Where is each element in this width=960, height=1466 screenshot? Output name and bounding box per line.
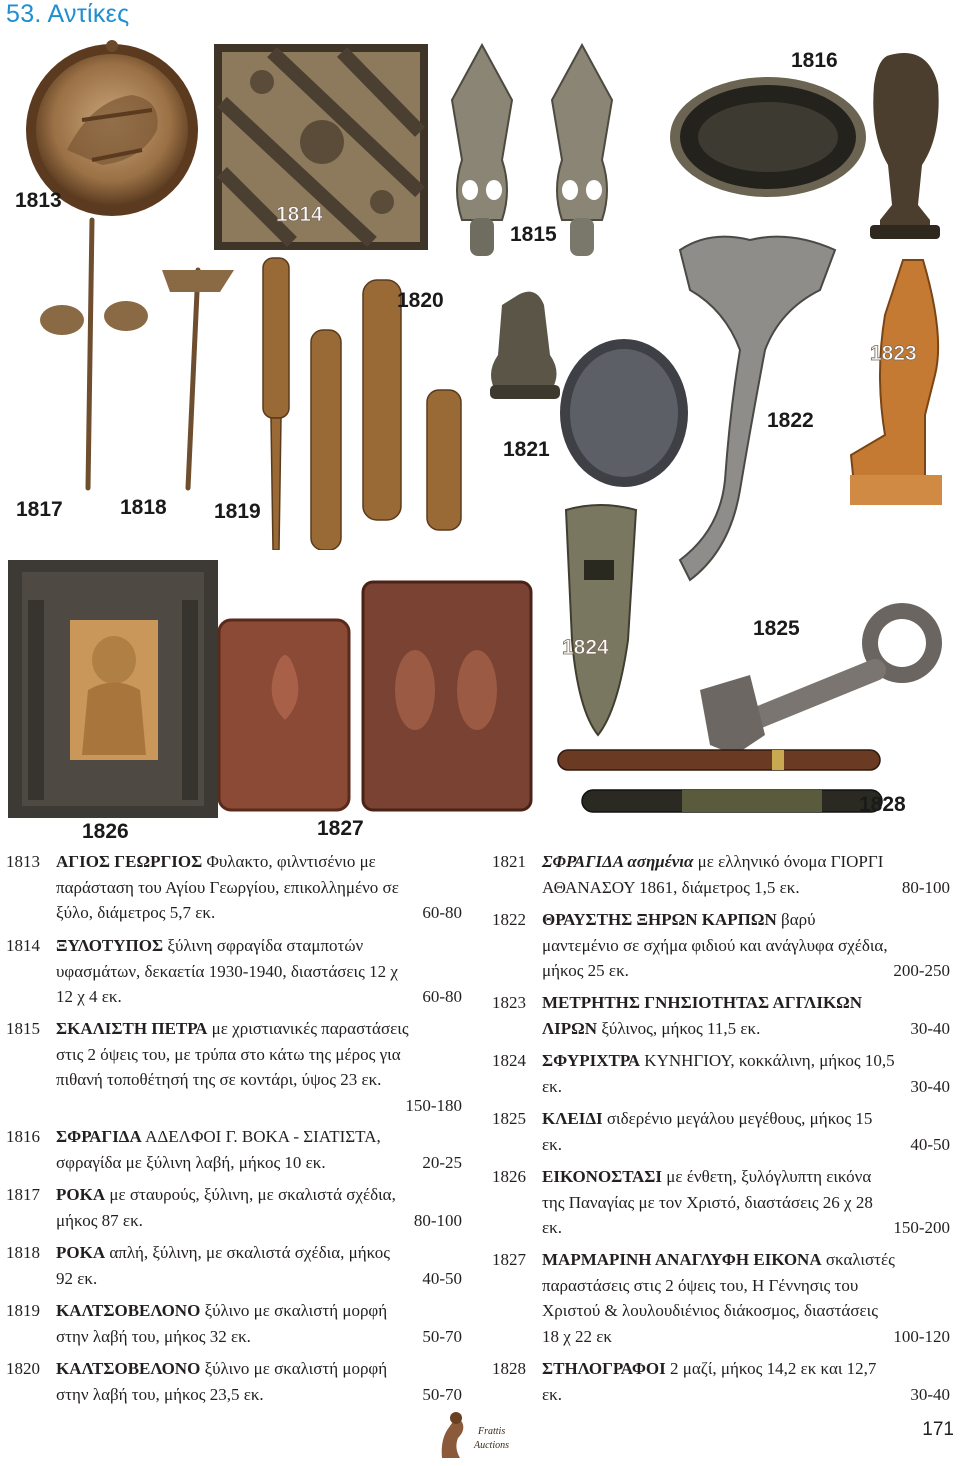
lot-price: 60-80 <box>422 903 462 922</box>
lot-number: 1820 <box>6 1359 40 1378</box>
lot-description: πιθανή τοποθέτησή της σε κοντάρι, ύψος 23 εκ. <box>56 1070 382 1089</box>
lot-name: ΣΦΡΑΓΙΔΑ ασημένια <box>542 852 694 871</box>
fountain-pens-image <box>552 742 892 822</box>
logo-line-2: Auctions <box>474 1440 509 1451</box>
lot-description: ξύλινο με σκαλιστή μορφή <box>204 1301 388 1320</box>
lot-description: ΑΘΑΝΑΣΟΥ 1861, διάμετρος 1,5 εκ. <box>542 877 800 897</box>
lot-name: ΕΙΚΟΝΟΣΤΑΣΙ <box>542 1167 662 1186</box>
auction-logo <box>436 1408 528 1464</box>
lot-description: στις 2 όψεις του, με τρύπα στο κάτω της μέρος για <box>56 1044 401 1064</box>
photo-label-1823: 1823 <box>870 342 917 365</box>
lot-number: 1827 <box>492 1250 526 1269</box>
lot-price: 30-40 <box>910 1018 950 1038</box>
lot-name: ΣΦΥΡΙΧΤΡΑ <box>542 1051 641 1070</box>
lot-name: ΑΓΙΟΣ ΓΕΩΡΓΙΟΣ <box>56 852 203 871</box>
lot-name: ΘΡΑΥΣΤΗΣ ΞΗΡΩΝ ΚΑΡΠΩΝ <box>542 910 777 929</box>
lot-price: 150-180 <box>405 1095 462 1115</box>
lot-number: 1813 <box>6 852 40 871</box>
lot-description: 12 χ 4 εκ. <box>56 987 122 1006</box>
lot-number: 1818 <box>6 1243 40 1262</box>
whistle-image <box>558 500 643 740</box>
lot-name: ΣΚΑΛΙΣΤΗ ΠΕΤΡΑ <box>56 1019 208 1038</box>
lot-description: ΚΥΝΗΓΙΟΥ, κοκκάλινη, μήκος 10,5 <box>644 1051 895 1070</box>
lot-1828 <box>492 1356 950 1410</box>
lot-price: 60-80 <box>422 987 462 1006</box>
lot-1821 <box>492 849 950 903</box>
knitting-needle-image <box>245 250 490 550</box>
photo-label-1824: 1824 <box>562 636 609 659</box>
lot-description: ξύλινος, μήκος 11,5 εκ. <box>601 1018 761 1038</box>
lot-description: εκ. <box>542 1218 562 1237</box>
photo-label-1813: 1813 <box>15 189 62 212</box>
logo-line-1: Frattis <box>478 1426 506 1437</box>
lot-description: βαρύ <box>781 910 816 929</box>
lot-description: υφασμάτων, δεκαετία 1930-1940, διαστάσεις 12 χ <box>56 961 398 981</box>
gauge-image <box>845 255 950 510</box>
lot-number: 1823 <box>492 993 526 1012</box>
lot-1815 <box>6 1016 462 1120</box>
lot-number: 1817 <box>6 1185 40 1204</box>
lot-name: ΚΛΕΙΔΙ <box>542 1109 603 1128</box>
lot-price: 50-70 <box>422 1384 462 1404</box>
lot-description: της Παναγίας με τον Χριστό, διαστάσεις 26 χ 28 <box>542 1192 873 1212</box>
nutcracker-image <box>670 230 845 595</box>
lot-number: 1816 <box>6 1127 40 1146</box>
lot-description: σιδερένιο μεγάλου μεγέθους, μήκος 15 <box>606 1109 873 1128</box>
iconostasis-image <box>8 560 218 818</box>
lot-price: 40-50 <box>422 1268 462 1288</box>
lot-number: 1822 <box>492 910 526 929</box>
lot-description: Φυλακτο, φιλντισένιο με <box>206 852 376 871</box>
lot-description: ΑΔΕΛΦΟΙ Γ. ΒΟΚΑ - ΣΙΑΤΙΣΤΑ, <box>145 1127 381 1146</box>
lot-description: 2 μαζί, μήκος 14,2 εκ και 12,7 <box>670 1359 877 1378</box>
lot-name: ΡΟΚΑ <box>56 1243 106 1262</box>
lot-name: ΣΦΡΑΓΙΔΑ <box>56 1127 142 1146</box>
lot-description: παραστάσεις στις 2 όψεις του, Η Γέννησις του <box>542 1275 859 1295</box>
lot-description: με σταυρούς, ξύλινη, με σκαλιστά σχέδια, <box>109 1185 396 1204</box>
lot-price: 30-40 <box>910 1384 950 1404</box>
lot-1813 <box>6 849 462 929</box>
photo-label-1825: 1825 <box>753 617 800 640</box>
silver-seal-image <box>478 285 698 495</box>
lot-1818 <box>6 1240 462 1294</box>
lot-1814 <box>6 933 462 1013</box>
lot-description: σφραγίδα με ξύλινη λαβή, μήκος 10 εκ. <box>56 1152 326 1172</box>
lot-description: παράσταση του Αγίου Γεωργίου, επικολλημένο σε <box>56 877 399 897</box>
photo-label-1818: 1818 <box>120 496 167 519</box>
lot-description: απλή, ξύλινη, με σκαλιστά σχέδια, μήκος <box>109 1243 391 1262</box>
lot-description: 92 εκ. <box>56 1268 98 1288</box>
lot-description: με χριστιανικές παραστάσεις <box>211 1019 409 1038</box>
photo-label-1814: 1814 <box>276 203 323 226</box>
lot-description: με ένθετη, ξυλόγλυπτη εικόνα <box>666 1167 872 1186</box>
lot-price: 80-100 <box>901 877 950 897</box>
lot-number: 1819 <box>6 1301 40 1320</box>
photo-label-1820: 1820 <box>397 289 444 312</box>
lot-number: 1814 <box>6 936 40 955</box>
lot-description: μήκος 25 εκ. <box>542 961 629 980</box>
lot-description: εκ. <box>542 1076 562 1096</box>
photo-label-1822: 1822 <box>767 409 814 432</box>
lot-description: εκ. <box>542 1384 562 1404</box>
seal-stamp-image <box>660 45 960 245</box>
lot-price: 50-70 <box>422 1326 462 1346</box>
lot-name: ΜΕΤΡΗΤΗΣ ΓΝΗΣΙΟΤΗΤΑΣ ΑΓΓΛΙΚΩΝ <box>542 993 863 1012</box>
page-number: 171 <box>922 1419 954 1440</box>
lot-1826 <box>492 1164 950 1244</box>
lot-name: ΛΙΡΩΝ <box>542 1018 598 1038</box>
lot-description: ξύλινο με σκαλιστή μορφή <box>204 1359 388 1378</box>
page-title: 53. Αντίκες <box>6 0 130 28</box>
lot-price: 100-120 <box>893 1326 950 1346</box>
lot-description: εκ. <box>542 1134 562 1154</box>
lot-number: 1824 <box>492 1051 526 1070</box>
spindle-image <box>20 210 240 495</box>
lot-description: στην λαβή του, μήκος 23,5 εκ. <box>56 1384 264 1404</box>
lot-name: ΜΑΡΜΑΡΙΝΗ ΑΝΑΓΛΥΦΗ ΕΙΚΟΝΑ <box>542 1250 822 1269</box>
lot-number: 1825 <box>492 1109 526 1128</box>
lot-price: 30-40 <box>910 1076 950 1096</box>
lot-number: 1815 <box>6 1019 40 1038</box>
lot-name: ΡΟΚΑ <box>56 1185 106 1204</box>
lot-price: 200-250 <box>893 961 950 980</box>
photo-label-1817: 1817 <box>16 498 63 521</box>
photo-label-1815: 1815 <box>510 223 557 246</box>
lot-1817 <box>6 1182 462 1236</box>
lot-name: ΚΑΛΤΣΟΒΕΛΟΝΟ <box>56 1359 201 1378</box>
lot-price: 80-100 <box>413 1210 462 1230</box>
lot-number: 1828 <box>492 1359 526 1378</box>
lot-number: 1826 <box>492 1167 526 1186</box>
lot-description: σκαλιστές <box>825 1250 895 1269</box>
lot-description: ξύλο, διάμετρος 5,7 εκ. <box>56 903 216 922</box>
lot-1824 <box>492 1048 950 1102</box>
photo-label-1821: 1821 <box>503 438 550 461</box>
lot-number: 1821 <box>492 852 526 871</box>
lot-1823 <box>492 990 950 1044</box>
lot-description: μαντεμένιο σε σχήμα φιδιού και ανάγλυφα σχέδια, <box>542 935 888 955</box>
lot-1827 <box>492 1247 950 1351</box>
lot-1816 <box>6 1124 462 1178</box>
lot-description: ξύλινη σφραγίδα σταμποτών <box>167 936 364 955</box>
photo-label-1827: 1827 <box>317 817 364 840</box>
lot-name: ΞΥΛΟΤΥΠΟΣ <box>56 936 164 955</box>
lot-1820 <box>6 1356 462 1410</box>
lot-1819 <box>6 1298 462 1352</box>
photo-label-1826: 1826 <box>82 820 129 843</box>
lot-price: 20-25 <box>422 1152 462 1172</box>
photo-label-1828: 1828 <box>859 793 906 816</box>
photo-label-1819: 1819 <box>214 500 261 523</box>
lot-description: Χριστού & λουλουδιένιος διάκοσμος, διαστάσεις <box>542 1301 878 1320</box>
key-image <box>680 595 950 765</box>
lot-1825 <box>492 1106 950 1160</box>
lot-price: 40-50 <box>910 1134 950 1154</box>
marble-icon-image <box>215 570 535 820</box>
lot-description: 18 χ 22 εκ <box>542 1326 613 1346</box>
lot-description: στην λαβή του, μήκος 32 εκ. <box>56 1326 251 1346</box>
lot-name: ΚΑΛΤΣΟΒΕΛΟΝΟ <box>56 1301 201 1320</box>
photo-label-1816: 1816 <box>791 49 838 72</box>
lot-description: με ελληνικό όνομα ΓΙΟΡΓΙ <box>697 852 884 871</box>
lot-price: 150-200 <box>893 1218 950 1237</box>
lot-1822 <box>492 907 950 987</box>
lot-name: ΣΤΗΛΟΓΡΑΦΟΙ <box>542 1359 666 1378</box>
lot-description: μήκος 87 εκ. <box>56 1210 143 1230</box>
